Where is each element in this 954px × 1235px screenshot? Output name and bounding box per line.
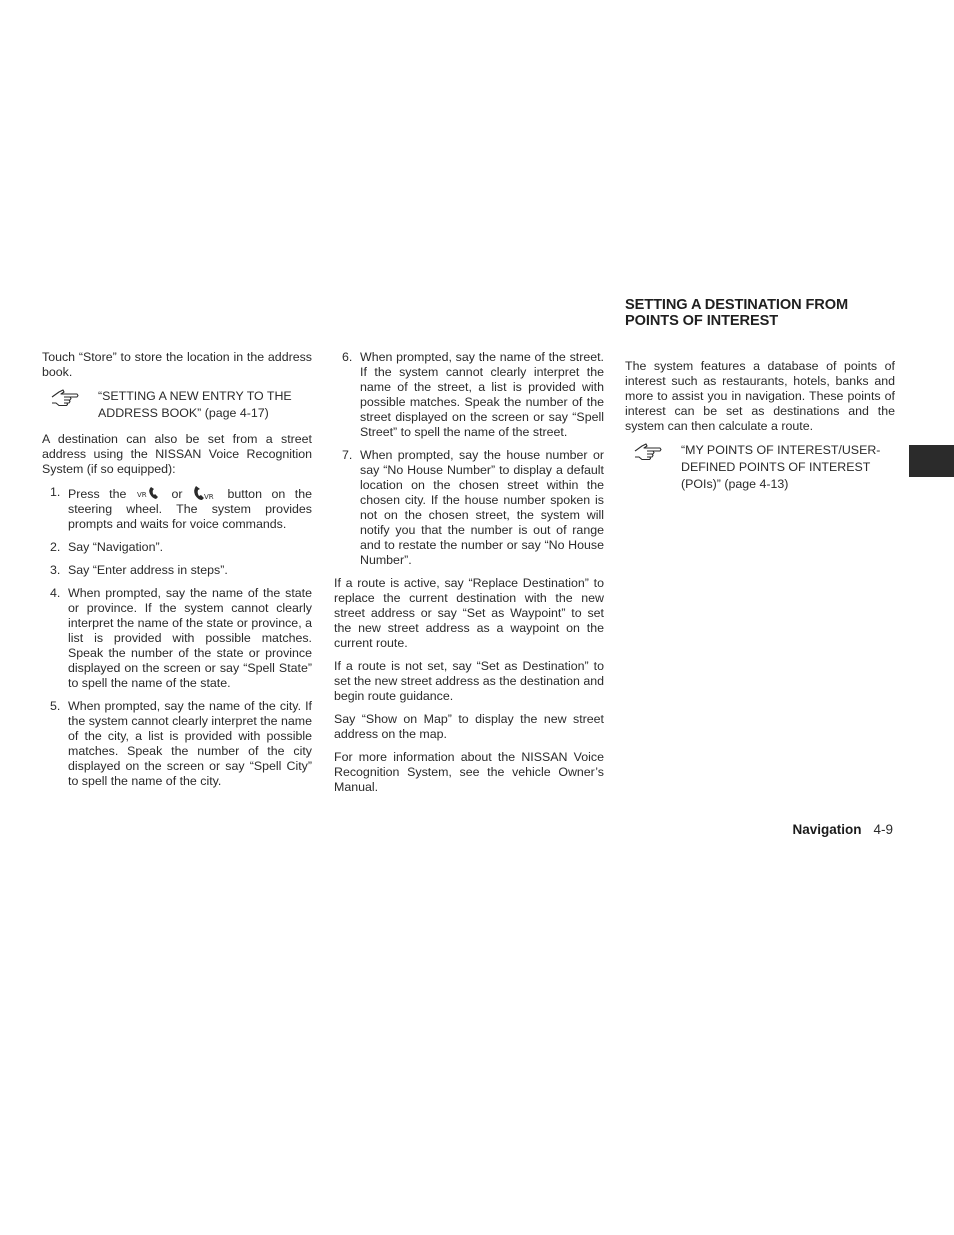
column-middle bbox=[334, 350, 604, 803]
pointing-hand-icon bbox=[50, 388, 80, 406]
paragraph-poi: The system features a database of points of interest such as restaurants, hotels, banks and more to assist you in navigation. These points of interest can be set as destinations and the system can then calculate a route. bbox=[625, 359, 895, 433]
phone-voice-button-icon bbox=[192, 485, 218, 501]
list-item: 4. When prompted, say the name of the state or province. If the system cannot clearly interpret the name of the state or province, a list is provided with possible matches. Speak the number of the state or province displayed on the screen or say “Spell State” to spell the name of the state. bbox=[50, 586, 312, 690]
paragraph-show-map: Say “Show on Map” to display the new street address on the map. bbox=[334, 712, 604, 741]
paragraph-more-info: For more information about the NISSAN Voice Recognition System, see the vehicle Owner’s Manual. bbox=[334, 750, 604, 794]
list-item: 6. When prompted, say the name of the street. If the system cannot clearly interpret the name of the street, a list is provided with possible matches. Speak the number of the street displayed on the screen or say “Spell Street” to spell the name of the street. bbox=[342, 350, 604, 439]
paragraph-route-active: If a route is active, say “Replace Destination” to replace the current destination with the new street address or say “Set as Waypoint” to set the new street address as a waypoint on the current route. bbox=[334, 576, 604, 650]
paragraph-store: Touch “Store” to store the location in the address book. bbox=[42, 350, 312, 379]
svg-text:VR: VR bbox=[204, 493, 214, 501]
cross-reference bbox=[42, 388, 312, 422]
paragraph-voice-intro: A destination can also be set from a street address using the NISSAN Voice Recognition System (if so equipped): bbox=[42, 432, 312, 476]
cross-reference-text: “SETTING A NEW ENTRY TO THE ADDRESS BOOK” (page 4-17) bbox=[98, 389, 292, 420]
page-number: 4-9 bbox=[873, 822, 893, 837]
page-footer bbox=[792, 821, 893, 839]
voice-talk-button-icon bbox=[136, 485, 162, 501]
chapter-tab bbox=[909, 445, 954, 477]
list-item: 1. Press the VR or VR button on the steering wheel. The system provides prompts and waits for voice commands. bbox=[50, 485, 312, 531]
pointing-hand-icon bbox=[633, 442, 663, 460]
paragraph-route-not-set: If a route is not set, say “Set as Destination” to set the new street address as the destination and begin route guidance. bbox=[334, 659, 605, 703]
section-heading: SETTING A DESTINATION FROM POINTS OF INTEREST bbox=[625, 297, 849, 329]
column-right bbox=[625, 297, 895, 503]
steps-list-1 bbox=[42, 485, 312, 789]
svg-text:VR: VR bbox=[136, 491, 147, 499]
cross-reference-text: “MY POINTS OF INTEREST/USER-DEFINED POINTS OF INTEREST (POIs)” (page 4-13) bbox=[681, 443, 881, 491]
list-item: 3. Say “Enter address in steps”. bbox=[50, 563, 228, 577]
cross-reference bbox=[625, 442, 895, 493]
list-item: 2. Say “Navigation”. bbox=[50, 540, 164, 554]
footer-section: Navigation bbox=[792, 822, 862, 837]
steps-list-2 bbox=[334, 350, 604, 568]
list-item: 7. When prompted, say the house number or say “No House Number” to display a default location on the chosen street within the chosen city. If the house number spoken is not on the chosen street, the system will notify you that the number is out of range and to restate the number or say “No House Number”. bbox=[342, 448, 604, 567]
column-left bbox=[42, 350, 312, 797]
list-item: 5. When prompted, say the name of the city. If the system cannot clearly interpret the name of the city, a list is provided with possible matches. Speak the number of the city displayed on the screen or say “Spell City” to spell the name of the city. bbox=[50, 699, 312, 788]
